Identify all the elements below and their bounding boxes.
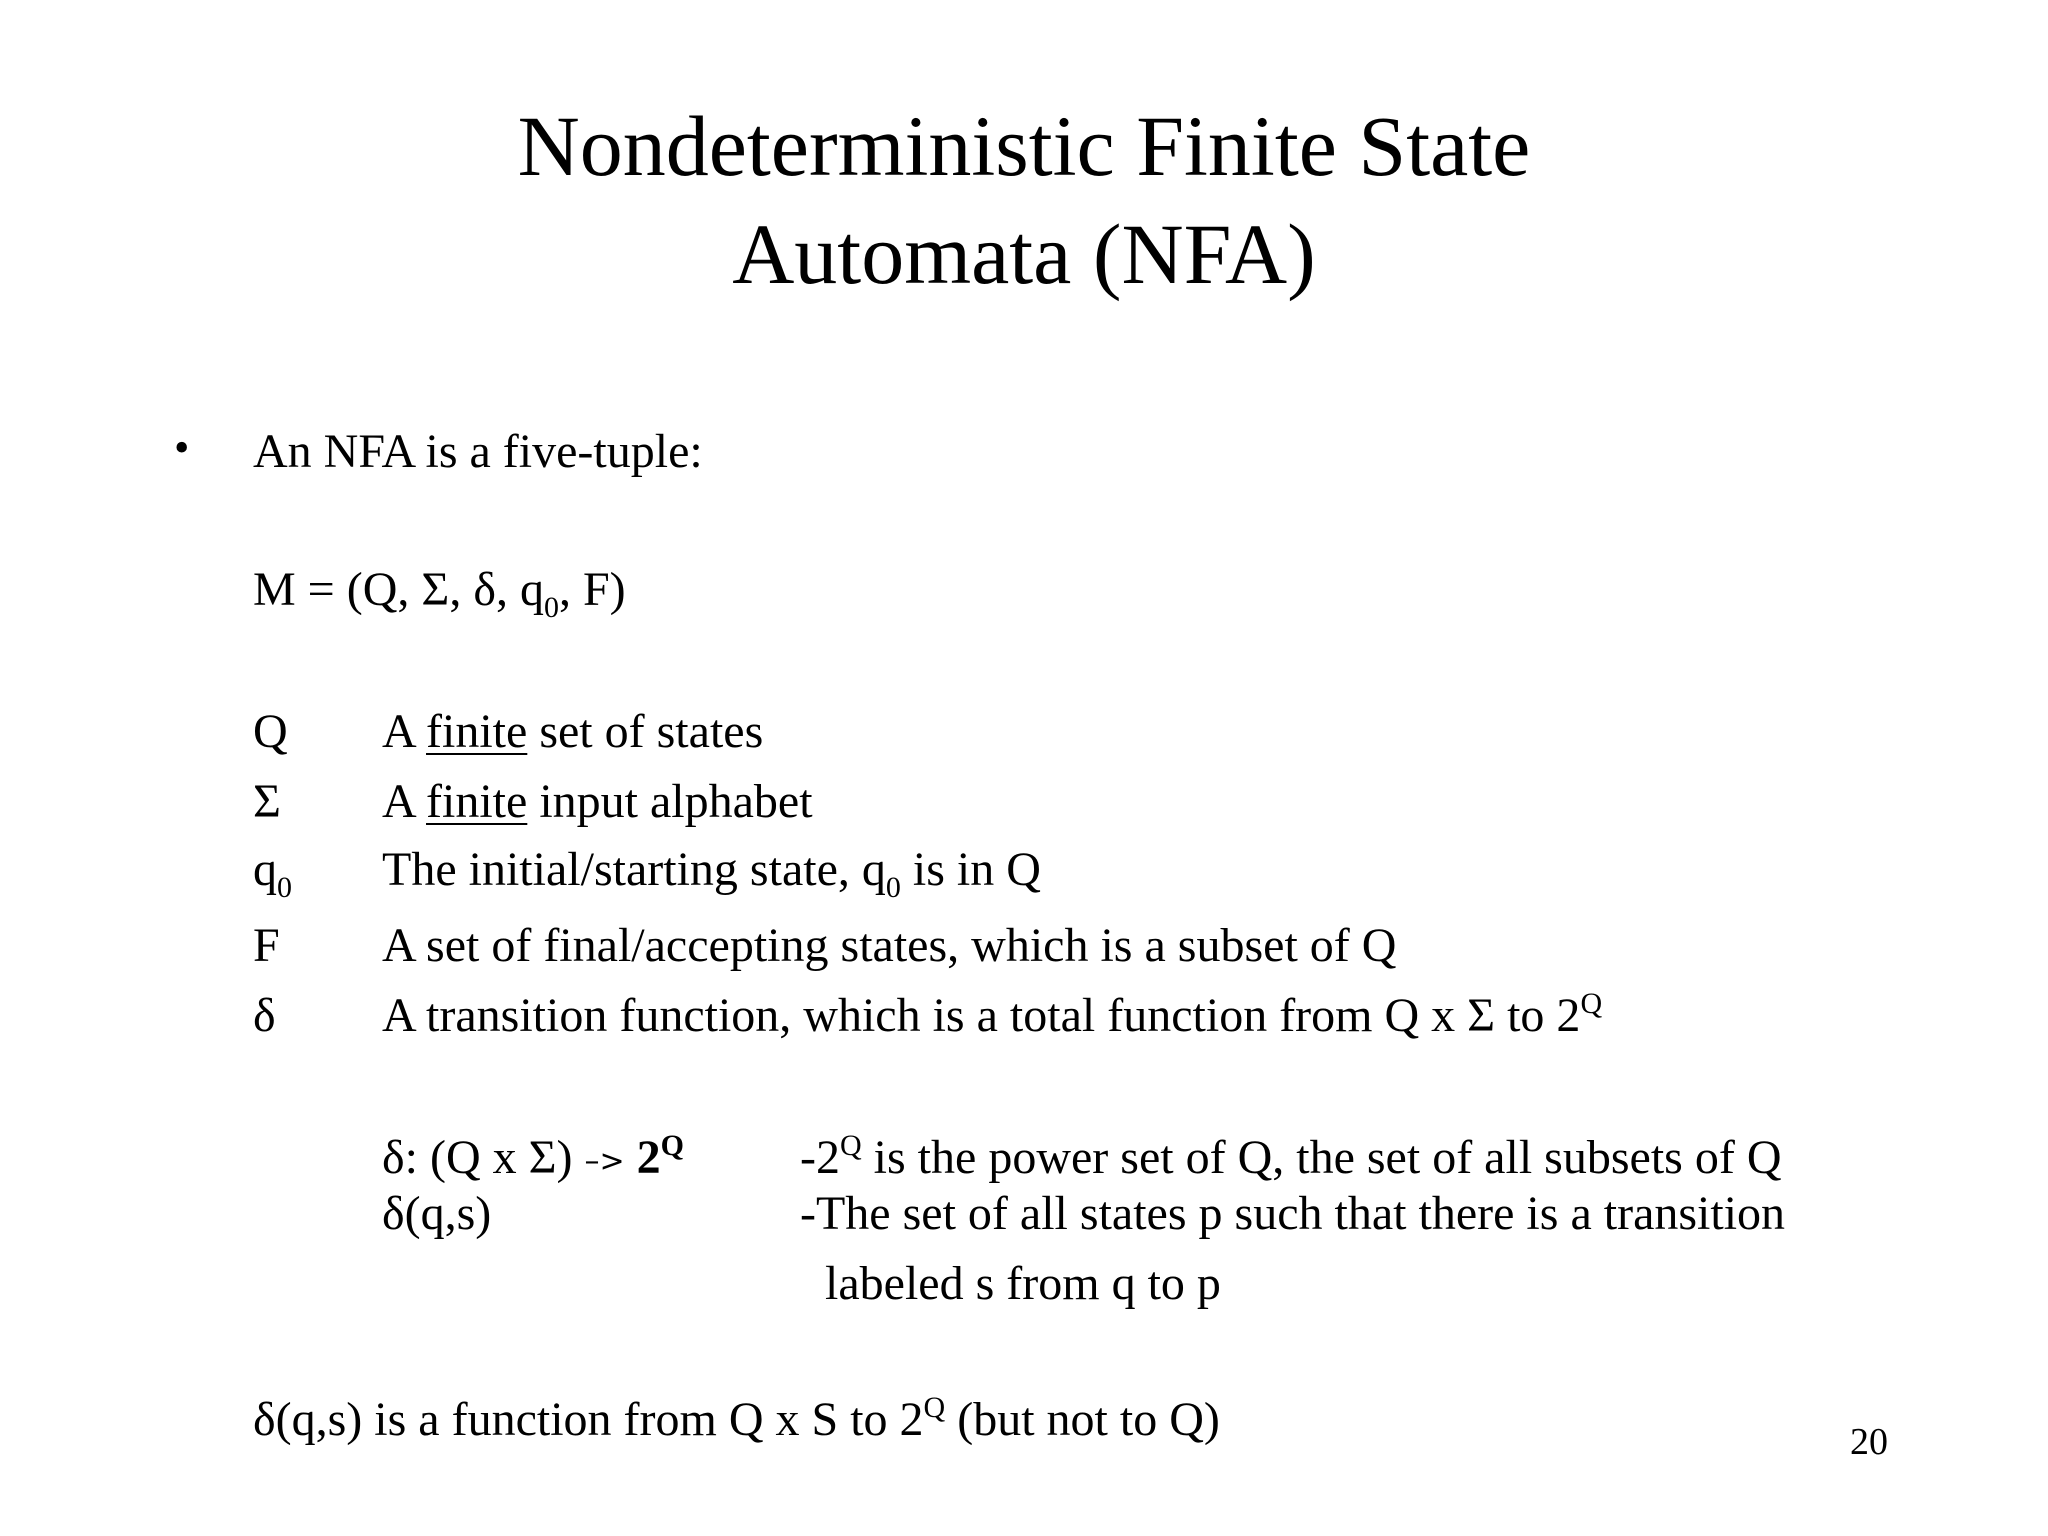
desc-q0-pre: The initial/starting state, q	[382, 843, 886, 896]
delta-qs-label: δ(q,s)	[382, 1187, 492, 1240]
transition-set-line-2: labeled s from q to p	[825, 1257, 1221, 1310]
desc-f: A set of final/accepting states, which is a subset of Q	[382, 919, 1397, 972]
page-number: 20	[1850, 1421, 1888, 1463]
delta-signature-superscript: Q	[660, 1129, 685, 1162]
power-set-pre: -2	[800, 1131, 840, 1184]
desc-delta-text: A transition function, which is a total function from Q x Σ to 2	[382, 989, 1581, 1042]
term-q0-subscript: 0	[277, 871, 292, 904]
transition-set-line-1: -The set of all states p such that there is a transition	[800, 1187, 1786, 1240]
bullet-icon: •	[174, 423, 190, 472]
function-statement-superscript: Q	[923, 1391, 946, 1424]
desc-sigma	[382, 774, 813, 830]
function-statement-pre: δ(q,s) is a function from Q x S to 2	[253, 1393, 924, 1446]
term-q0-base: q	[253, 843, 277, 896]
term-sigma: Σ	[253, 775, 281, 828]
title-line-1: Nondeterministic Finite State	[517, 98, 1531, 194]
delta-signature-pre: δ: (Q x Σ)	[382, 1131, 585, 1184]
arrow-icon: –>	[584, 1144, 625, 1179]
desc-q0-post: is in Q	[900, 843, 1041, 896]
desc-q-pre: A	[382, 705, 427, 758]
function-statement	[253, 1392, 1220, 1448]
desc-q-underlined: finite	[426, 705, 528, 758]
delta-signature	[382, 1130, 684, 1190]
tuple-suffix: , F)	[558, 563, 626, 616]
desc-delta-superscript: Q	[1580, 987, 1603, 1020]
term-q: Q	[253, 705, 288, 758]
power-set-superscript: Q	[839, 1129, 862, 1162]
delta-signature-bold: 2	[636, 1131, 661, 1184]
term-q0	[253, 842, 292, 904]
desc-q-post: set of states	[527, 705, 764, 758]
desc-sigma-pre: A	[382, 775, 427, 828]
term-f: F	[253, 919, 280, 972]
bullet-text: An NFA is a five-tuple:	[253, 425, 703, 478]
tuple-prefix: M = (Q, Σ, δ, q	[253, 563, 544, 616]
function-statement-post: (but not to Q)	[945, 1393, 1220, 1446]
tuple-subscript: 0	[543, 591, 559, 624]
slide-title	[0, 92, 2048, 308]
term-delta: δ	[253, 989, 276, 1042]
desc-q0-subscript: 0	[885, 871, 901, 904]
desc-q0	[382, 842, 1041, 904]
desc-q	[382, 704, 763, 760]
desc-sigma-underlined: finite	[426, 775, 528, 828]
power-set-post: is the power set of Q, the set of all subsets of Q	[861, 1131, 1782, 1184]
power-set-note	[800, 1130, 1781, 1186]
tuple-definition	[253, 562, 626, 624]
title-line-2: Automata (NFA)	[732, 206, 1316, 302]
desc-delta	[382, 988, 1602, 1044]
desc-sigma-post: input alphabet	[527, 775, 813, 828]
